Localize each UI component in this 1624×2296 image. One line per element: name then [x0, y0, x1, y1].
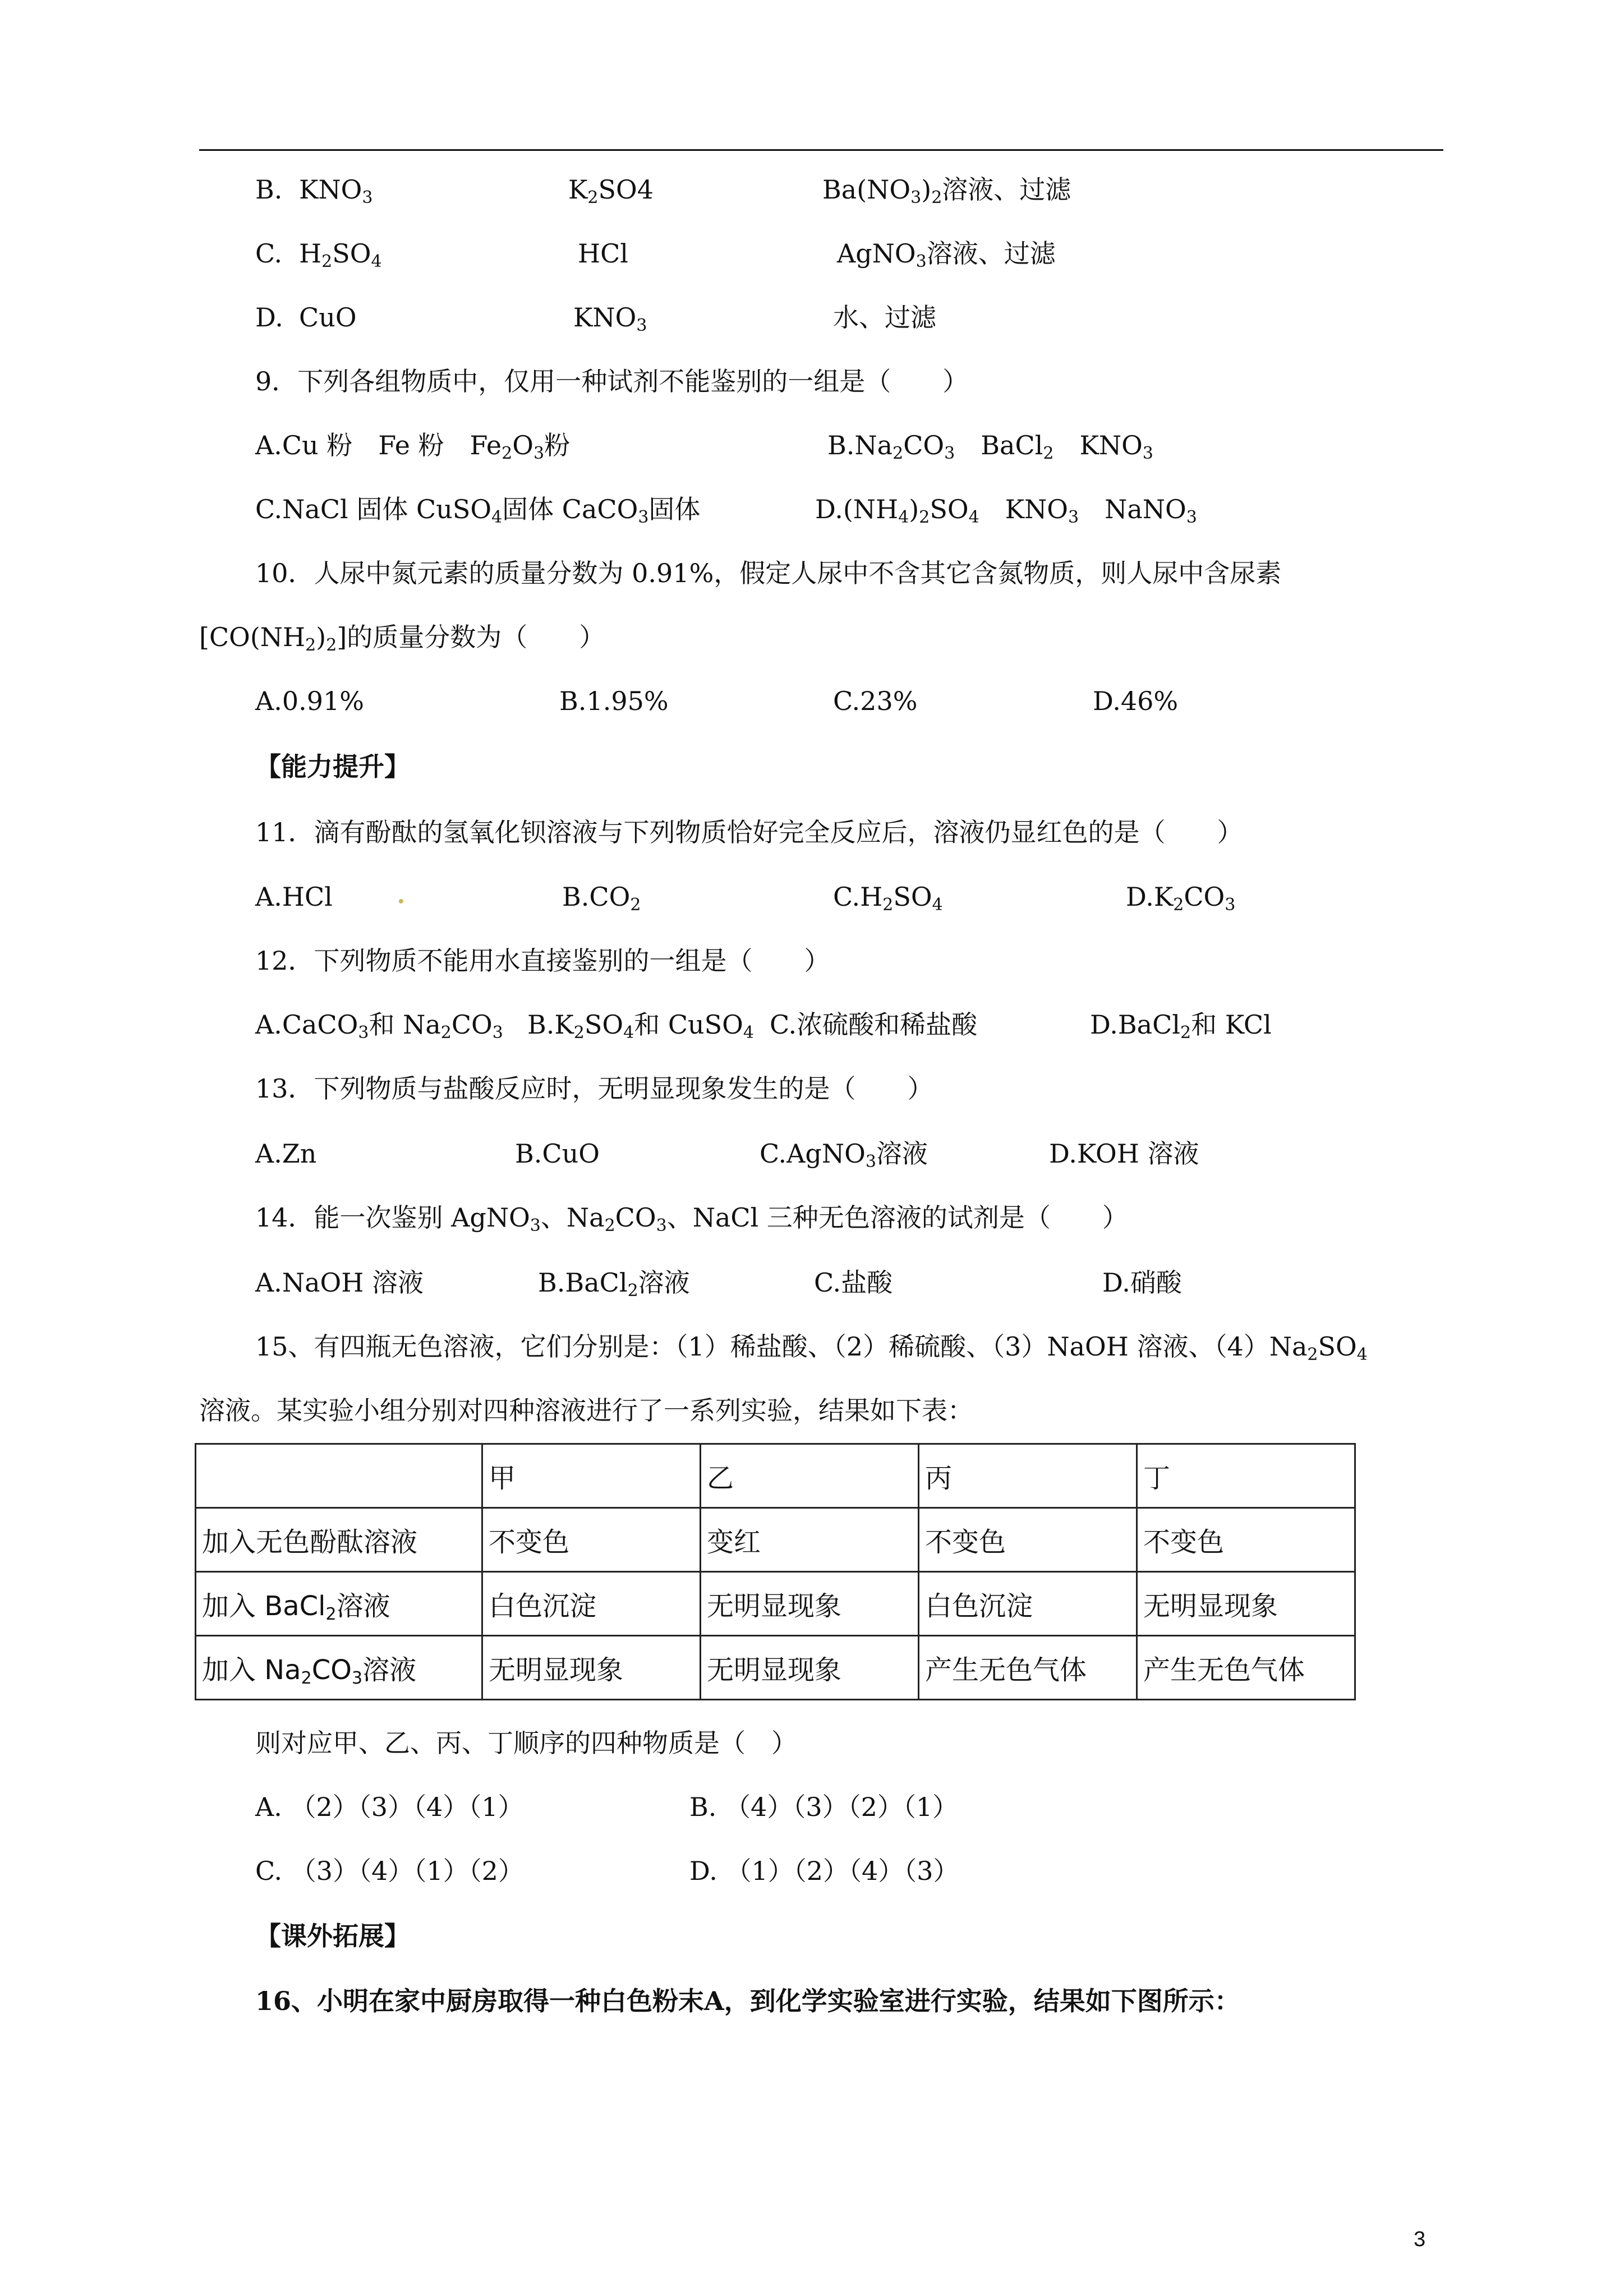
header-rule	[199, 149, 1443, 151]
q12-option-b: $B.K_2SO_4$和 CuSO$_4$	[527, 1009, 754, 1043]
section-ability-heading: 【能力提升】	[255, 751, 410, 782]
q8-option-c-c: AgNO$_3$溶液、过滤	[837, 238, 1056, 271]
q8-option-d-label: D.	[255, 302, 283, 333]
q11-option-b: $B.CO_2$	[562, 882, 641, 915]
q8-option-c-b: HCl	[578, 238, 629, 269]
q9-option-c: C.NaCl 固体 CuSO$_4$固体 CaCO$_3$固体	[255, 494, 701, 527]
q14-option-d: D.硝酸	[1102, 1267, 1182, 1298]
q14-stem: 14．能一次鉴别 AgNO$_3$、$Na_2CO_3$、NaCl 三种无色溶液的试剂是（ ）	[255, 1202, 1128, 1235]
section-extra-heading: 【课外拓展】	[255, 1921, 410, 1951]
table-cell: 无明显现象	[1137, 1572, 1355, 1636]
table-row-label: 加入无色酚酞溶液	[196, 1508, 482, 1572]
q12-option-a: A.CaCO$_3$和 $Na_2CO_3$	[255, 1009, 503, 1043]
table-cell: 无明显现象	[701, 1636, 919, 1700]
q11-option-a: A.HCl	[255, 882, 333, 912]
q10-option-d: D.46%	[1093, 686, 1179, 716]
q11-option-c: $C.H_2SO_4$	[833, 882, 943, 915]
q15-stem-line1: 15、有四瓶无色溶液，它们分别是：（1）稀盐酸、（2）稀硫酸、（3）NaOH 溶液、$(4)Na_2SO_4$	[255, 1331, 1368, 1364]
q13-option-c: C.AgNO$_3$溶液	[760, 1138, 928, 1172]
q15-option-b: B. （4）（3）（2）（1）	[689, 1792, 959, 1822]
q9-option-a: A.Cu 粉 Fe 粉 $Fe_2O_3$粉	[255, 430, 571, 463]
q15-results-table	[195, 1443, 1356, 1700]
table-header-cell	[196, 1444, 482, 1508]
table-cell: 产生无色气体	[1137, 1636, 1355, 1700]
q14-option-b: B.BaCl$_2$溶液	[538, 1267, 690, 1301]
page-number: 3	[1414, 2228, 1426, 2251]
table-cell: 产生无色气体	[919, 1636, 1137, 1700]
table-cell: 白色沉淀	[919, 1572, 1137, 1636]
q9-stem: 9．下列各组物质中，仅用一种试剂不能鉴别的一组是（ ）	[255, 366, 969, 397]
q13-option-b: B.CuO	[515, 1138, 600, 1169]
q13-option-d: D.KOH 溶液	[1049, 1138, 1199, 1169]
q16-stem: 16、小明在家中厨房取得一种白色粉末A，到化学实验室进行实验，结果如下图所示：	[255, 1986, 1240, 2016]
table-header-cell: 丙	[919, 1444, 1137, 1508]
q8-option-d-c: 水、过滤	[833, 302, 936, 333]
table-cell: 无明显现象	[482, 1636, 701, 1700]
q13-stem: 13．下列物质与盐酸反应时，无明显现象发生的是（ ）	[255, 1073, 933, 1104]
q8-option-b-label: B.	[255, 174, 283, 205]
q9-option-d: $D.(NH_4)_2SO_4$ $KNO_3$ NaNO$_3$	[815, 494, 1197, 527]
q10-stem-line1: 10．人尿中氮元素的质量分数为 0.91%，假定人尿中不含其它含氮物质，则人尿中含尿素	[255, 558, 1282, 588]
q11-stem: 11．滴有酚酞的氢氧化钡溶液与下列物质恰好完全反应后，溶液仍显红色的是（ ）	[255, 817, 1243, 847]
q12-option-c: C.浓硫酸和稀盐酸	[770, 1009, 978, 1040]
table-row-label: 加入 $Na_2CO_3$溶液	[196, 1636, 482, 1700]
table-cell: 不变色	[919, 1508, 1137, 1572]
q12-option-d: D.BaCl$_2$和 KCl	[1090, 1009, 1272, 1043]
q8-option-c-a: $H_2SO_4$	[299, 238, 382, 271]
q15-option-d: D. （1）（2）（4）（3）	[689, 1856, 959, 1886]
table-row	[196, 1508, 1355, 1572]
table-cell: 不变色	[482, 1508, 701, 1572]
q10-option-b: B.1.95%	[559, 686, 669, 716]
stray-dot-mark	[399, 899, 403, 903]
q12-stem: 12．下列物质不能用水直接鉴别的一组是（ ）	[255, 946, 830, 976]
table-cell: 不变色	[1137, 1508, 1355, 1572]
table-cell: 变红	[701, 1508, 919, 1572]
table-row	[196, 1572, 1355, 1636]
q15-stem-line2: 溶液。某实验小组分别对四种溶液进行了一系列实验，结果如下表：	[199, 1395, 973, 1426]
q13-option-a: A.Zn	[255, 1138, 317, 1169]
table-header-cell: 乙	[701, 1444, 919, 1508]
q8-option-d-a: CuO	[299, 302, 357, 333]
table-cell: 白色沉淀	[482, 1572, 701, 1636]
q15-option-a: A. （2）（3）（4）（1）	[255, 1792, 524, 1822]
table-header-row	[196, 1444, 1355, 1508]
q8-option-b-b: $K_2SO4$	[568, 174, 654, 208]
q8-option-b-c: $Ba(NO_3)_2$溶液、过滤	[822, 174, 1071, 208]
q10-option-a: A.0.91%	[255, 686, 364, 716]
q15-followup: 则对应甲、乙、丙、丁顺序的四种物质是（ ）	[255, 1728, 797, 1758]
q14-option-a: A.NaOH 溶液	[255, 1267, 424, 1298]
q8-option-b-a: $KNO_3$	[299, 174, 373, 208]
table-cell: 无明显现象	[701, 1572, 919, 1636]
q10-stem-line2: $[CO(NH_2)_2]$的质量分数为（ ）	[199, 622, 605, 655]
q8-option-c-label: C.	[255, 238, 283, 269]
q10-option-c: C.23%	[833, 686, 918, 716]
q15-option-c: C. （3）（4）（1）（2）	[255, 1856, 524, 1886]
table-row	[196, 1636, 1355, 1700]
q11-option-d: $D.K_2CO_3$	[1126, 882, 1236, 915]
table-header-cell: 丁	[1137, 1444, 1355, 1508]
table-header-cell: 甲	[482, 1444, 701, 1508]
q8-option-d-b: $KNO_3$	[573, 302, 647, 335]
q14-option-c: C.盐酸	[814, 1267, 893, 1298]
table-row-label: 加入 BaCl$_2$溶液	[196, 1572, 482, 1636]
q9-option-b: $B.Na_2CO_3$ BaCl$_2$ $KNO_3$	[827, 430, 1153, 463]
